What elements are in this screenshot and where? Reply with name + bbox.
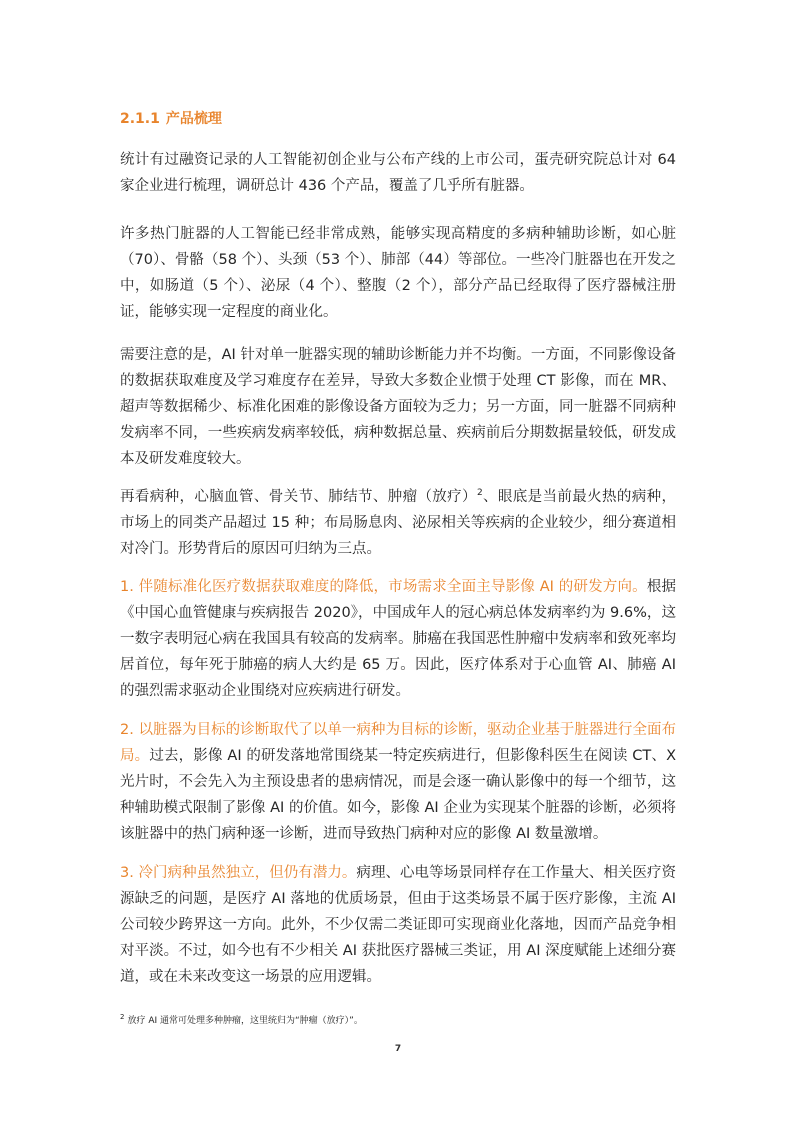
point-three-highlight: 冷门病种虽然独立，但仍有潜力。 [138, 865, 357, 881]
footnote-text: 放疗 AI 通常可处理多种肿瘤，这里统归为“肿瘤（放疗）”。 [127, 1016, 363, 1026]
paragraph-diseases [120, 484, 676, 562]
point-one-number: 1. [120, 579, 134, 595]
point-one-highlight: 伴随标准化医疗数据获取难度的降低，市场需求全面主导影像 AI 的研发方向。 [138, 579, 647, 595]
paragraph-imbalance: 需要注意的是，AI 针对单一脏器实现的辅助诊断能力并不均衡。一方面，不同影像设备的数据获取难度及学习难度存在差异，导致大多数企业惯于处理 CT 影像，而在 MR、超声等数据稀少、标准化困难的影像设备方面较为乏力；另一方面，同一脏器不同病种发病率不同，一些疾病发病率较低，病种数据总量、疾病前后分期数据量较低，研发成本及研发难度较大。 [120, 347, 676, 467]
point-three-number: 3. [120, 865, 134, 881]
footnote-ref: 2 [476, 488, 483, 499]
point-two-number: 2. [120, 722, 134, 738]
section-number: 2.1.1 [120, 111, 160, 127]
section-title: 产品梳理 [165, 111, 222, 127]
paragraph-hot-organs: 许多热门脏器的人工智能已经非常成熟，能够实现高精度的多病种辅助诊断，如心脏（70）、骨骼（58 个）、头颈（53 个）、肺部（44）等部位。一些冷门脏器也在开发之中，如肠道（5 个）、泌尿（4 个）、整腹（2 个），部分产品已经取得了医疗器械注册证，能够实现一定程度的商业化。 [120, 226, 676, 320]
point-one-body: 根据《中国心血管健康与疾病报告 2020》，中国成年人的冠心病总体发病率约为 9.6%，这一数字表明冠心病在我国具有较高的发病率。肺癌在我国恶性肿瘤中发病率和致死率均居首位，每年死于肺癌的病人大约是 65 万。因此，医疗体系对于心血管 AI、肺癌 AI 的强烈需求驱动企业围绕对应疾病进行研发。 [120, 579, 677, 699]
paragraph-summary: 统计有过融资记录的人工智能初创企业与公布产线的上市公司，蛋壳研究院总计对 64 家企业进行梳理，调研总计 436 个产品，覆盖了几乎所有脏器。 [120, 152, 676, 194]
point-three [120, 860, 676, 990]
point-two-body: 过去，影像 AI 的研发落地常围绕某一特定疾病进行，但影像科医生在阅读 CT、X 光片时，不会先入为主预设患者的患病情况，而是会逐一确认影像中的每一个细节，这种辅助模式限制了影像 AI 的价值。如今，影像 AI 企业为实现某个脏器的诊断，必须将该脏器中的热门病种逐一诊断，进而导致热门病种对应的影像 AI 数量激增。 [120, 748, 677, 842]
page-number: 7 [394, 1044, 402, 1054]
footnote [120, 1014, 676, 1028]
point-two-highlight: 以脏器为目标的诊断取代了以单一病种为目标的诊断，驱动企业基于脏器进行全面布局。 [120, 722, 676, 764]
paragraph-diseases-text-b: 、眼底是当前最火热的病种，市场上的同类产品超过 15 种；布局肠息肉、泌尿相关等疾病的企业较少，细分赛道相对冷门。形势背后的原因可归纳为三点。 [120, 489, 677, 557]
paragraph-diseases-text-a: 再看病种，心脑血管、骨关节、肺结节、肿瘤（放疗） [120, 489, 477, 505]
footnote-marker: 2 [120, 1013, 125, 1021]
point-two [120, 717, 676, 847]
section-heading [120, 108, 222, 128]
point-one [120, 574, 676, 704]
point-three-body: 病理、心电等场景同样存在工作量大、相关医疗资源缺乏的问题，是医疗 AI 落地的优质场景，但由于这类场景不属于医疗影像，主流 AI 公司较少跨界这一方向。此外，不少仅需二类证即可实现商业化落地，因而产品竞争相对平淡。不过，如今也有不少相关 AI 获批医疗器械三类证，用 AI 深度赋能上述细分赛道，或在未来改变这一场景的应用逻辑。 [120, 865, 677, 985]
